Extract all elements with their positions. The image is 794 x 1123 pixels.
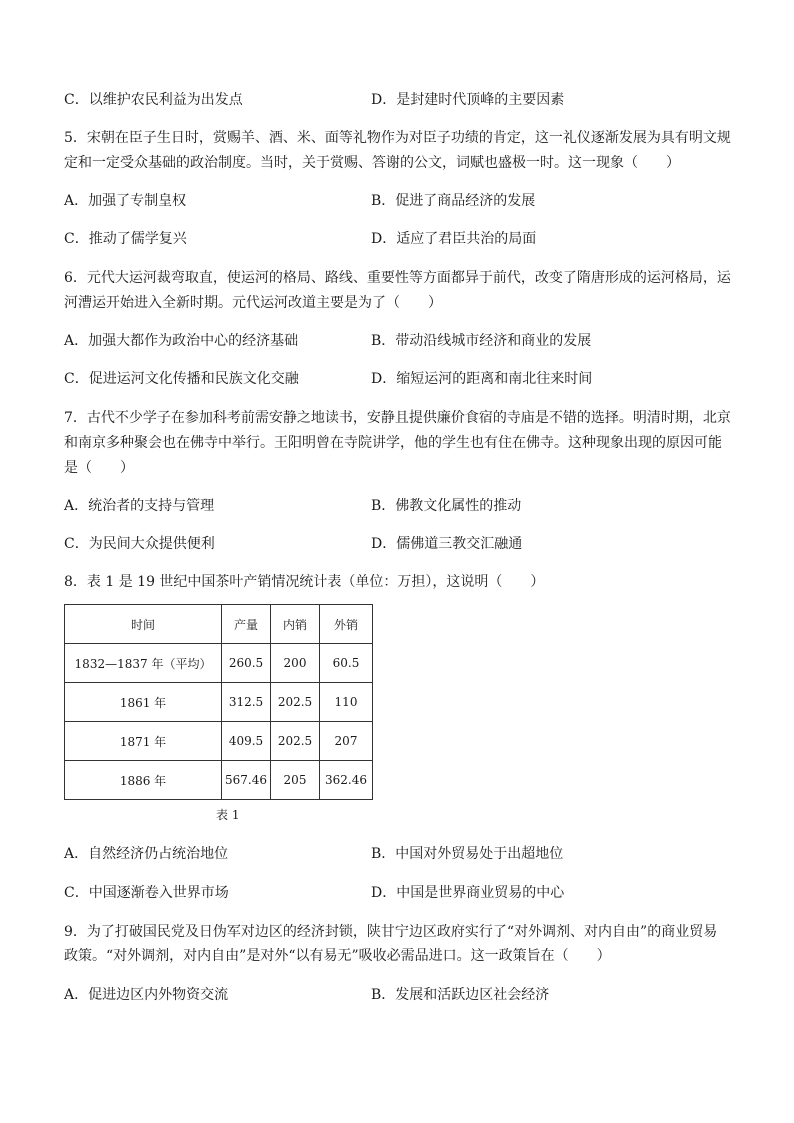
q9-stem-line1: 9．为了打破国民党及日伪军对边区的经济封锁，陕甘宁边区政府实行了“对外调剂、对内自由”的商业贸易 [64,924,718,940]
table-cell: 567.46 [222,761,271,800]
table-header-row [65,605,373,644]
table-header-cell: 内销 [271,605,320,644]
table-cell: 362.46 [320,761,373,800]
q6-option-b: B．带动沿线城市经济和商业的发展 [371,333,592,349]
q5-option-b: B．促进了商品经济的发展 [371,193,536,209]
q7-stem-line2: 和南京多种聚会也在佛寺中举行。王阳明曾在寺院讲学，他的学生也有住在佛寺。这种现象出现的原因可能 [64,435,722,451]
q9-option-b: B．发展和活跃边区社会经济 [371,987,550,1003]
table-header-cell: 产量 [222,605,271,644]
q6-stem-line1: 6．元代大运河裁弯取直，使运河的格局、路线、重要性等方面都异于前代，改变了隋唐形成的运河格局，运 [64,270,731,286]
q7-stem-line3: 是（ ） [64,460,134,476]
table-cell: 1871 年 [65,722,222,761]
q7-option-d: D．儒佛道三教交汇融通 [371,536,523,552]
q4-option-d: D．是封建时代顶峰的主要因素 [371,92,565,108]
q7-option-c: C．为民间大众提供便利 [64,536,215,552]
q5-option-a: A．加强了专制皇权 [64,193,187,209]
q8-option-d: D．中国是世界商业贸易的中心 [371,885,565,901]
q7-stem-line1: 7．古代不少学子在参加科考前需安静之地读书，安静且提供廉价食宿的寺庙是不错的选择。明清时期，北京 [64,410,731,426]
tea-statistics-table [64,604,373,800]
q8-option-b: B．中国对外贸易处于出超地位 [371,846,564,862]
table-cell: 202.5 [271,683,320,722]
q5-stem-line2: 定和一定受众基础的政治制度。当时，关于赏赐、答谢的公文，词赋也盛极一时。这一现象（ ） [64,155,680,171]
table-cell: 260.5 [222,644,271,683]
q9-option-a: A．促进边区内外物资交流 [64,987,229,1003]
q8-stem-line1: 8．表 1 是 19 世纪中国茶叶产销情况统计表（单位：万担），这说明（ ） [64,574,545,590]
table-row [65,683,373,722]
q7-option-b: B．佛教文化属性的推动 [371,498,522,514]
table-cell: 409.5 [222,722,271,761]
table-header-cell: 外销 [320,605,373,644]
q6-option-a: A．加强大都作为政治中心的经济基础 [64,333,299,349]
table-cell: 1861 年 [65,683,222,722]
q6-option-c: C．促进运河文化传播和民族文化交融 [64,371,299,387]
table-cell: 200 [271,644,320,683]
q5-stem-line1: 5．宋朝在臣子生日时，赏赐羊、酒、米、面等礼物作为对臣子功绩的肯定，这一礼仪逐渐发展为具有明文规 [64,130,731,146]
table-cell: 312.5 [222,683,271,722]
table-cell: 1832—1837 年（平均） [65,644,222,683]
q8-option-a: A．自然经济仍占统治地位 [64,846,229,862]
table-row [65,722,373,761]
table-cell: 110 [320,683,373,722]
q5-option-c: C．推动了儒学复兴 [64,231,187,247]
table-row [65,761,373,800]
table-cell: 202.5 [271,722,320,761]
table-caption: 表 1 [216,808,240,822]
q9-stem-line2: 政策。“对外调剂，对内自由”是对外“以有易无”吸收必需品进口。这一政策旨在（ ） [64,948,611,964]
q6-option-d: D．缩短运河的距离和南北往来时间 [371,371,593,387]
table-header-cell: 时间 [65,605,222,644]
table-cell: 207 [320,722,373,761]
q7-option-a: A．统治者的支持与管理 [64,498,215,514]
table-cell: 205 [271,761,320,800]
table-cell: 60.5 [320,644,373,683]
q6-stem-line2: 河漕运开始进入全新时期。元代运河改道主要是为了（ ） [64,295,442,311]
q8-option-c: C．中国逐渐卷入世界市场 [64,885,229,901]
table-cell: 1886 年 [65,761,222,800]
q5-option-d: D．适应了君臣共治的局面 [371,231,537,247]
q4-option-c: C．以维护农民利益为出发点 [64,92,243,108]
table-row [65,644,373,683]
